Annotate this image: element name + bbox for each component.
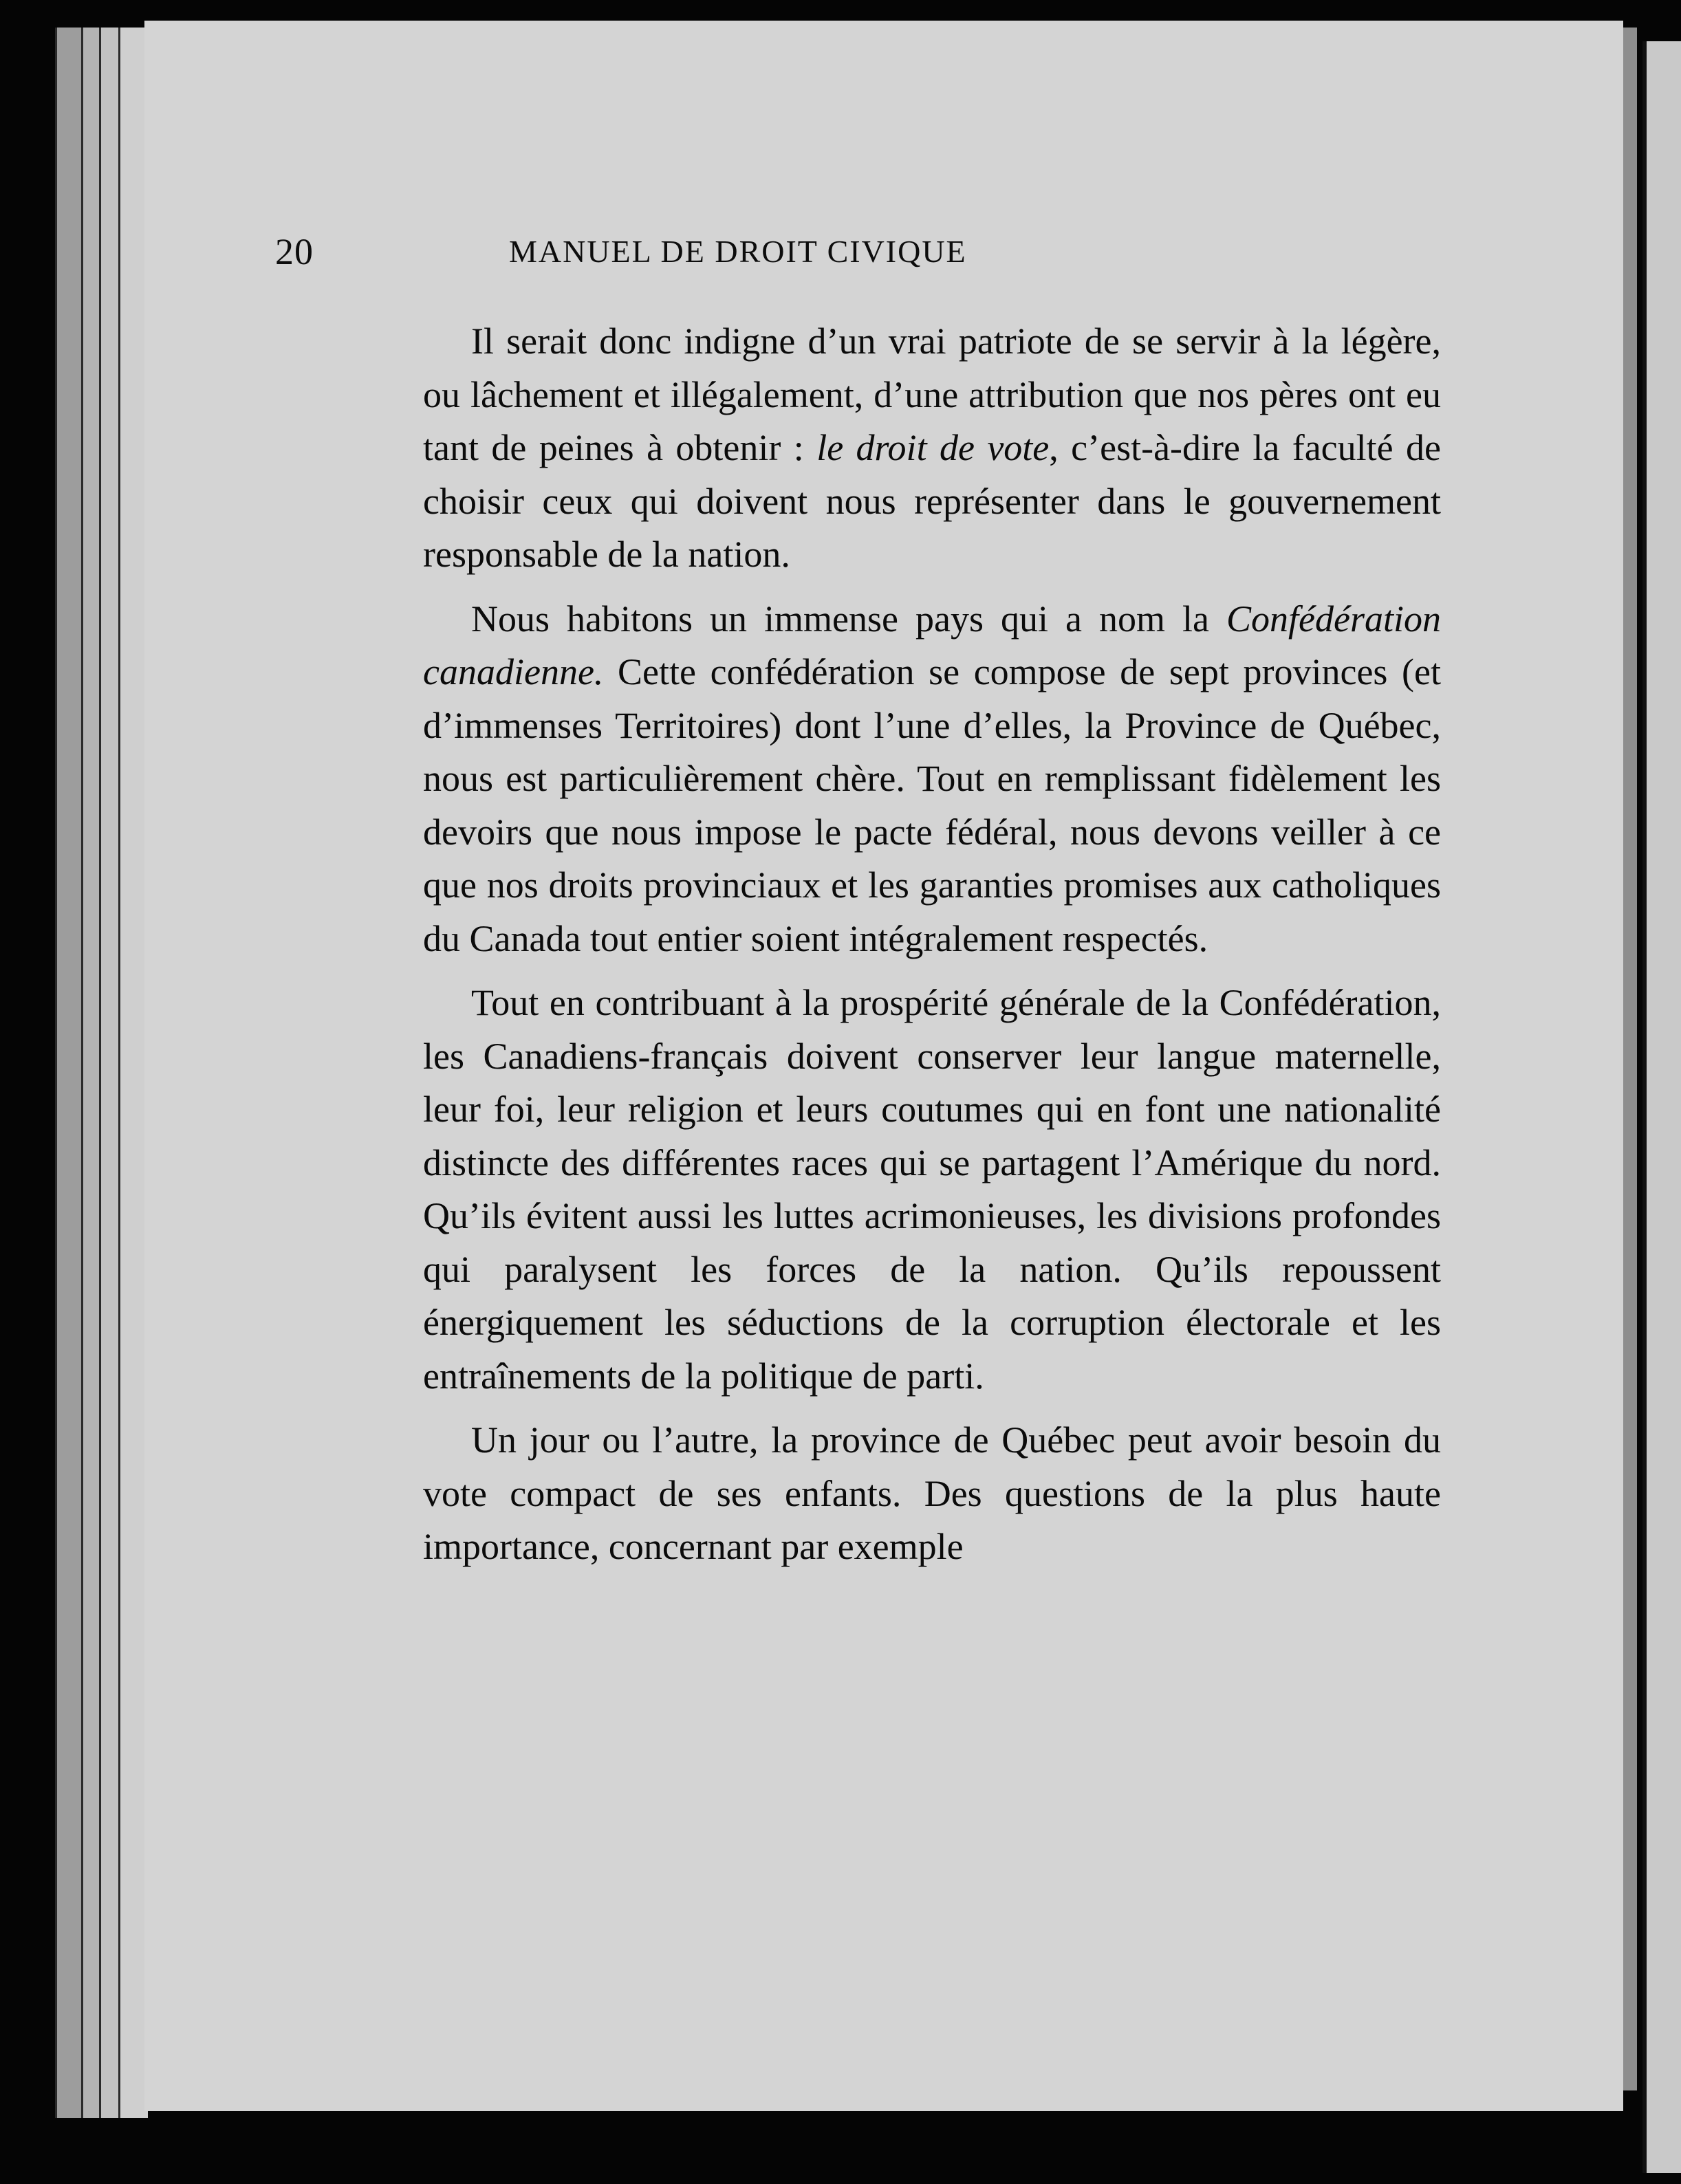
- paragraph-1: [423, 315, 1441, 582]
- paragraph-3-text: Tout en contribuant à la prospérité générale de la Confédération, les Canadiens-français doivent conserver leur langue maternelle, leur foi, leur religion et leurs coutumes qui en font une nationalité distincte des différentes races qui se partagent l’Amérique du nord. Qu’ils évitent aussi les luttes acrimonieuses, les divisions profondes qui paralysent les forces de la nation. Qu’ils repoussent énergiquement les séductions de la corruption électorale et les entraînements de la politique de parti.: [423, 982, 1441, 1397]
- paragraph-1-text: Il serait donc indigne d’un vrai patriote de se servir à la légère, ou lâchement et illégalement, d’une attribution que nos pères ont eu tant de peines à obtenir :: [423, 320, 1441, 468]
- paragraph-1-text-end: , c’est-à-dire la faculté de choisir ceux qui doivent nous représenter dans le gouvernement responsable de la nation.: [423, 427, 1441, 575]
- paragraph-2-text: Nous habitons un immense pays qui a nom la: [471, 598, 1227, 640]
- paragraph-2-italic: Confédération canadienne.: [423, 598, 1441, 692]
- paragraph-2: [423, 593, 1441, 966]
- paragraph-3: [423, 976, 1441, 1403]
- book-page-edge: [118, 28, 148, 2118]
- body-text: [423, 315, 1441, 1574]
- paragraph-1-italic: le droit de vote: [816, 427, 1050, 468]
- paragraph-4-text: Un jour ou l’autre, la province de Québec peut avoir besoin du vote compact de ses enfants. Des questions de la plus haute importance, concernant par exemple: [423, 1419, 1441, 1567]
- facing-page-edge: [1642, 41, 1681, 2173]
- book-page-edge: [55, 28, 85, 2118]
- paragraph-4: [423, 1414, 1441, 1574]
- running-title: MANUEL DE DROIT CIVIQUE: [509, 234, 967, 269]
- paragraph-2-text-end: Cette confédération se compose de sept provinces (et d’immenses Territoires) dont l’une d’elles, la Province de Québec, nous est particulièrement chère. Tout en remplissant fidèlement les devoirs que nous impose le pacte fédéral, nous devons veiller à ce que nos droits provinciaux et les garanties promises aux catholiques du Canada tout entier soient intégralement respectés.: [423, 651, 1441, 959]
- page-header: [275, 230, 1444, 279]
- page-number: 20: [275, 231, 314, 272]
